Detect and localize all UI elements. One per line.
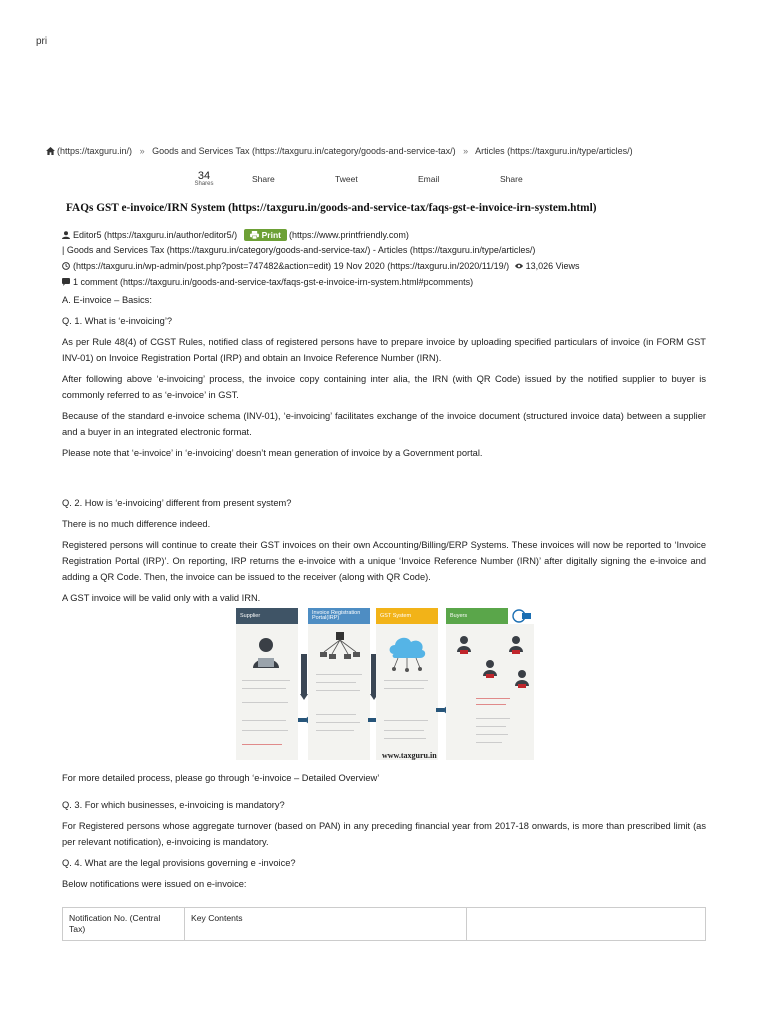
gstn-logo-icon: [512, 609, 532, 623]
paragraph: Because of the standard e-invoice schema (INV-01), ‘e-invoicing’ facilitates exchange of the invoice document (structured invoice data) between a supplier and a buyer in an integrated electronic format.: [62, 411, 706, 437]
paragraph: For more detailed process, please go through ‘e-invoice – Detailed Overview’: [62, 773, 380, 783]
date-link[interactable]: (https://taxguru.in/wp-admin/post.php?post=747482&action=edit) 19 Nov 2020 (https://taxguru.in/2020/11/19/): [73, 261, 510, 271]
diagram-watermark: www.taxguru.in: [382, 751, 437, 760]
paragraph: As per Rule 48(4) of CGST Rules, notified class of registered persons have to prepare invoice by uploading specified particulars of invoice (in FORM GST INV-01) on Invoice Registration Portal (IRP) and obtain an Invoice Reference Number (IRN).: [62, 337, 706, 363]
breadcrumb-type-link[interactable]: Articles (https://taxguru.in/type/articles/): [475, 146, 633, 156]
user-icon: [62, 231, 70, 239]
question-heading: Q. 2. How is ‘e-invoicing’ different from present system?: [62, 498, 292, 508]
section-heading: A. E-invoice – Basics:: [62, 295, 152, 305]
question-heading: Q. 4. What are the legal provisions governing e -invoice?: [62, 858, 296, 868]
breadcrumb-category-link[interactable]: Goods and Services Tax (https://taxguru.in/category/goods-and-service-tax/): [152, 146, 456, 156]
paragraph: There is no much difference indeed.: [62, 519, 211, 529]
category-links[interactable]: | Goods and Services Tax (https://taxguru.in/category/goods-and-service-tax/) - Articles (https://taxguru.in/type/articles/): [62, 245, 536, 255]
tweet-button[interactable]: Tweet: [335, 174, 358, 184]
table-header-cell: [467, 908, 705, 940]
print-label: Print: [261, 230, 281, 240]
diagram-column-gst-system: [376, 608, 438, 760]
paragraph: Registered persons will continue to create their GST invoices on their own Accounting/Billing/ERP Systems. These invoices will now be reported to ‘Invoice Registration Portal (IRP)’. On reporting, IRP returns the e-invoice with a unique ‘Invoice Reference Number (IRN)’ after digitally signing the e-invoice and adding a QR Code. Then, the invoice can be issued to the receiver (along with QR Code).: [62, 540, 706, 582]
paragraph: Please note that ‘e-invoice’ in ‘e-invoicing’ doesn’t mean generation of invoice by a Government portal.: [62, 448, 483, 458]
breadcrumb-separator: »: [139, 146, 145, 156]
diagram-column-header: Supplier: [236, 608, 298, 624]
author-line: [62, 229, 409, 241]
breadcrumb-home-link[interactable]: (https://taxguru.in/): [57, 146, 133, 156]
comments-line: [62, 277, 473, 287]
article-title[interactable]: FAQs GST e-invoice/IRN System (https://taxguru.in/goods-and-service-tax/faqs-gst-e-invoice-irn-system.html): [66, 202, 597, 214]
page-corner-text: pri: [36, 36, 48, 47]
supplier-person-icon: [250, 636, 282, 670]
paragraph: After following above ‘e-invoicing’ process, the invoice copy containing inter alia, the IRN (with QR Code) issued by the notified supplier to buyer is commonly referred to as ‘e-invoice’ in GST.: [62, 374, 706, 400]
share-facebook-button[interactable]: Share: [252, 174, 275, 184]
question-heading: Q. 3. For which businesses, e-invoicing is mandatory?: [62, 800, 285, 810]
home-icon[interactable]: [46, 147, 55, 155]
category-line: [62, 245, 535, 255]
share-count: [190, 170, 218, 187]
share-count-label: Shares: [194, 181, 214, 187]
author-link[interactable]: Editor5 (https://taxguru.in/author/editor5/): [73, 230, 238, 240]
article-body-continued: [62, 770, 706, 892]
e-invoice-process-diagram: [236, 608, 534, 760]
diagram-column-supplier: [236, 608, 302, 760]
cloud-icon: [386, 632, 428, 672]
diagram-column-buyers: [446, 608, 534, 760]
date-line: [62, 261, 580, 271]
printfriendly-link[interactable]: (https://www.printfriendly.com): [288, 230, 409, 240]
print-button[interactable]: [244, 229, 287, 241]
breadcrumb-separator: »: [463, 146, 469, 156]
printer-icon: [250, 231, 259, 239]
diagram-column-irp: [308, 608, 370, 760]
notifications-table: [62, 907, 706, 941]
comments-link[interactable]: 1 comment (https://taxguru.in/goods-and-service-tax/faqs-gst-e-invoice-irn-system.html#pcomments): [73, 277, 474, 287]
paragraph: A GST invoice will be valid only with a valid IRN.: [62, 593, 261, 603]
article-body: [62, 292, 706, 606]
paragraph: Below notifications were issued on e-invoice:: [62, 879, 247, 889]
share-bar: [0, 170, 768, 192]
clock-icon: [62, 262, 70, 270]
comment-icon: [62, 278, 70, 286]
diagram-column-header: GST System: [376, 608, 438, 624]
question-heading: Q. 1. What is ‘e-invoicing’?: [62, 316, 173, 326]
diagram-column-header: Invoice Registration Portal(IRP): [308, 608, 370, 624]
share-count-number: 34: [197, 170, 211, 182]
diagram-column-header: Buyers: [446, 608, 508, 624]
table-header-cell: Notification No. (Central Tax): [63, 908, 185, 940]
view-count: 13,026 Views: [525, 261, 580, 271]
email-button[interactable]: Email: [418, 174, 440, 184]
buyers-people-icon: [452, 634, 530, 692]
share-linkedin-button[interactable]: Share: [500, 174, 523, 184]
eye-icon: [515, 262, 523, 270]
table-header-cell: Key Contents: [185, 908, 467, 940]
paragraph: For Registered persons whose aggregate turnover (based on PAN) in any preceding financial year from 2017-18 onwards, is more than prescribed limit (as per relevant notification), e-invoicing is mandatory.: [62, 821, 706, 847]
breadcrumb: [46, 146, 633, 156]
network-icon: [318, 630, 362, 660]
